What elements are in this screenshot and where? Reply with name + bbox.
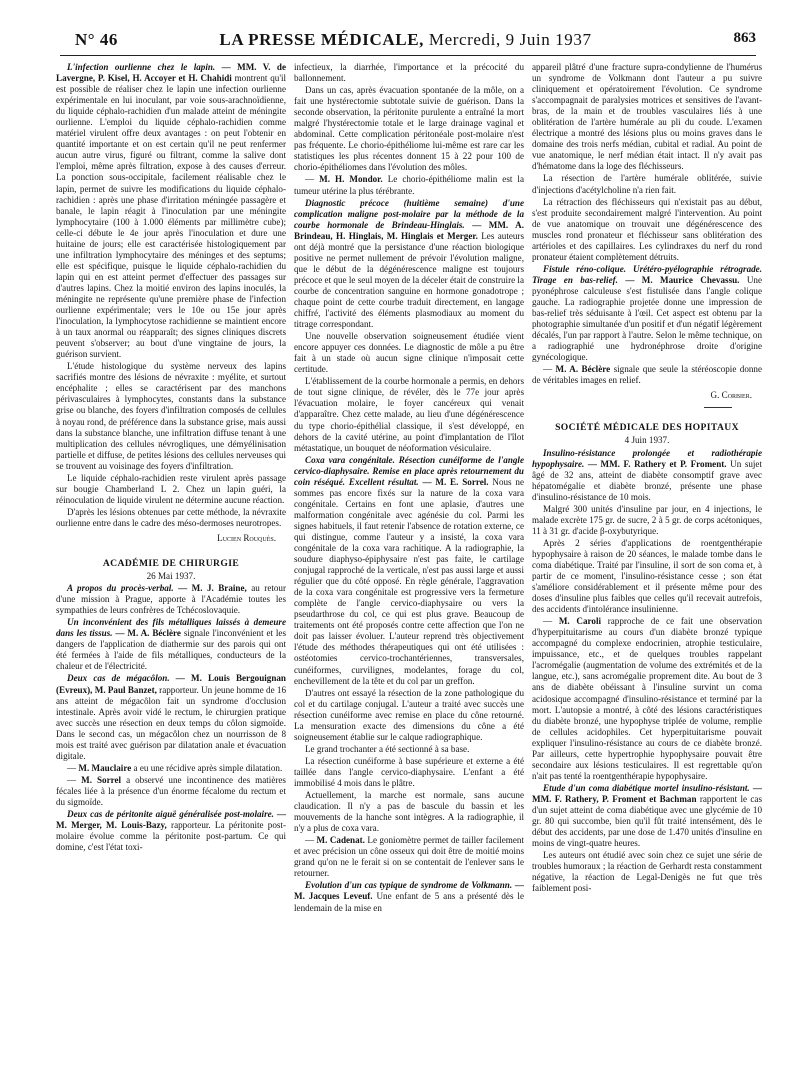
authors: — M. A. Béclère (112, 628, 181, 639)
article-heading: Evolution d'un cas typique de syndrome de Volkmann. (305, 880, 513, 891)
paragraph (56, 583, 286, 616)
paragraph: D'après les lésions obtenues par cette méthode, la névraxite ourlienne entre dans le cadre des méso-dermoses neurotropes. (56, 506, 286, 528)
authors: — M. Maurice Chevassu. (617, 274, 740, 285)
paragraph (294, 455, 524, 687)
body-text: Une enfant de 5 ans a présenté dès le lendemain de la mise en (294, 891, 524, 913)
paragraph (532, 783, 762, 849)
paragraph: — M. H. Mondor. Le chorio-épithéliome malin est la tumeur utérine la plus térébrante. (294, 174, 524, 196)
page-number: 863 (733, 30, 756, 46)
paragraph (56, 809, 286, 853)
paragraph: — M. Cadenat. Le goniomètre permet de tailler facilement et avec précision un cône osseux qui doit être de moitié moins grand qu'on ne le ferait si on se contentait de l'enlever sans le retourner. (294, 835, 524, 879)
body-text: rapproche de ce fait une observation d'hyperpituitarisme au cours d'un diabète bronzé typique accompagné du complexe endocrinien, atrophie testiculaire, impuissance, etc., et de quelques troubles rappelant l'acromégalie (augmentation de volume des extrémités et de la langue, etc.), sans acromégalie proprement dite. Au bout de 3 ans de diabète obéissant à l'insuline survint un coma acidosique accompagné d'insulino-résistance et terminé par la mort. L'autopsie a montré, à côté des lésions caractéristiques du diabète bronzé, une hypophyse triplée de volume, remplie de cellules acidophiles. Cet hyperpituitarisme pouvait expliquer l'insulino-résistance au cours de ce diabète bronzé. Par ailleurs, cette hypertrophie hypophysaire pouvait être secondaire aux lésions testiculaires. Il est regrettable qu'on n'ait pas tenté la roentgenthérapie hypophysaire. (532, 616, 763, 781)
authors: M. Caroli (558, 616, 601, 627)
authors: — M. E. Sorrel. (418, 476, 489, 487)
body-text: Les auteurs ont déjà montré que la persistance d'une réaction biologique positive ne permet nullement de prévoir l'évolution maligne, que le début de la dégénérescence maligne est toujours précoce et que le seul moyen de la déceler était de construire la courbe de concentration sanguine en hormone gonadotrope ; chaque point de cette courbe traduit directement, en langage chiffré, l'activité des éléments plasmodiaux au moment du titrage correspondant. (294, 230, 524, 330)
divider (704, 407, 732, 408)
paragraph: Le grand trochanter a été sectionné à sa base. (305, 743, 470, 754)
authors: — MM. F. Rathery, P. Froment et Bachman (532, 782, 762, 804)
journal-title (55, 30, 756, 50)
body-text: rapporteur. Un jeune homme de 16 ans atteint de mégacôlon fait un syndrome d'occlusion intestinale. Après avoir vidé le rectum, le chirurgien pratique avec succès une résection en deux temps du côlon sigmoïde. Dans le second cas, un mégacôlon chez un nourrisson de 8 mois est traité avec guérison par dilatation anale et évacuation digitale. (56, 684, 286, 761)
running-header (55, 30, 756, 54)
authors: — M. Louis Bergouignan (Evreux), M. Paul Banzet, (56, 673, 286, 695)
article-heading: Deux cas de péritonite aiguë généralisée post-molaire. (67, 809, 274, 820)
body-text: Nous ne sommes pas encore fixés sur la nature de la coxa vara congénitale. Certains en font une aplasie, d'autres une malformation congénitale avec agénésie du col. Parmi les signes habituels, il faut retenir l'absence de rotation externe, ce qui distingue, comme l'auteur y a insisté, la coxa vara congénitale de la coxa vara rachitique. A la radiographie, la soudure diaphyso-épiphysaire n'est pas faite, le cartilage conjugal rapproché de la verticale, n'est pas aussi large et aussi régulier que du côté opposé. En règle générale, l'aggravation de la coxa vara congénitale est progressive vers la fermeture complète de l'angle cervico-diaphysaire ou vers la pseudarthrose du col, ce qui est plus grave. Beaucoup de traitements ont été proposés contre cette affection que l'on ne doit pas laisser évoluer. L'auteur reprend très objectivement l'étude des méthodes thérapeutiques qui ont été utilisées : ostéotomies cervico-trochantériennes, transversales, cunéiformes, curvilignes, modelantes, forage du col, enchevillement de la tête et du col par un greffon. (294, 476, 525, 686)
paragraph: L'étude histologique du système nerveux des lapins sacrifiés montre des lésions de névraxite : myélite, et surtout encéphalite ; elles se caractérisent par des manchons périvasculaires à lymphocytes, constants dans la substance grise ou blanche, des foyers d'infiltration composés de cellules à noyau rond, de préférence dans la substance grise, mais aussi dans la substance blanche, une infiltration diffuse tenant à une multiplication des cellules névrogliques, une démyélinisation partielle et diffuse, de petites lésions des cellules nerveuses qui se trouvent au voisinage des foyers d'infiltration. (56, 361, 286, 471)
paragraph: — M. A. Béclère signale que seule la stéréoscopie donne de véritables images en relief. (532, 364, 762, 386)
session-date: 4 Juin 1937. (624, 435, 670, 446)
body-text: signale l'inconvénient et les dangers de l'application de diathermie sur des parois qui ont été fermées à l'aide de fils métalliques, conducteurs de la chaleur et de l'électricité. (56, 628, 287, 672)
authors: M. H. Mondor. (319, 174, 383, 185)
paragraph: Malgré 300 unités d'insuline par jour, en 4 injections, le malade excrète 175 gr. de sucre, 2 à 5 gr. de corps acétoniques, 11 à 31 gr. d'acide β-oxybutyrique. (532, 503, 762, 536)
paragraph (56, 673, 286, 761)
paragraph: — M. Mauclaire a eu une récidive après simple dilatation. (67, 762, 283, 773)
session-date: 26 Mai 1937. (146, 571, 196, 582)
authors: — MM. F. Rathery et P. Froment. (584, 458, 727, 469)
article-heading: Diagnostic précoce (huitième semaine) d'une complication maligne post-molaire par la méthode de la courbe hormonale de Brindeau-Hinglais. (294, 197, 524, 230)
body-text: rapporteur. La péritonite post-molaire évolue comme la péritonite post-partum. Ce qui domine, c'est l'état toxi- (56, 820, 286, 853)
paragraph: L'établissement de la courbe hormonale a permis, en dehors de tout signe clinique, de révéler, dès le 77e jour après l'évacuation molaire, le foyer cancéreux qui venait d'apparaître. Chez cette malade, au lieu d'une dégénérescence du type chorio-épithélial classique, il s'est développé, en dehors de la cavité utérine, au point d'implantation de l'îlot métastatique, un bouquet de néoformation vésiculaire. (294, 376, 524, 453)
paragraph: infectieux, la diarrhée, l'importance et la précocité du ballonnement. (294, 62, 524, 84)
paragraph (56, 617, 286, 672)
article-heading: Coxa vara congénitale. Résection cunéiforme de l'angle cervico-diaphysaire. Remise en place après retournement du coin réséqué. Excellent résultat. (294, 454, 524, 487)
signature: Lucien Rouquès. (217, 532, 276, 543)
paragraph (532, 264, 762, 363)
body-text: Un sujet âgé de 32 ans, atteint de diabète consomptif grave avec hépatomégalie et diabète bronzé, présente une phase d'insulino-résistance de 10 mois. (532, 458, 762, 502)
issue-number: N° 46 (75, 30, 118, 49)
column-left (56, 62, 286, 854)
authors: M. Sorrel (81, 774, 122, 785)
article-heading: Insulino-résistance prolongée et radiothérapie hypophysaire. (532, 447, 762, 469)
issue-date: Mercredi, 9 Juin 1937 (424, 30, 592, 49)
paragraph: Les auteurs ont étudié avec soin chez ce sujet une série de troubles humoraux ; la réaction de Gerhardt resta constamment négative, la réaction de Legal-Denigès ne fut que très faiblement posi- (532, 850, 762, 894)
paragraph (294, 198, 524, 331)
body-text: signale que seule la stéréoscopie donne de véritables images en relief. (532, 364, 762, 386)
authors: M. A. Béclère (555, 364, 611, 375)
paragraph: — M. Caroli rapproche de ce fait une observation d'hyperpituitarisme au cours d'un diabète bronzé typique accompagné du complexe endocrinien, atrophie testiculaire, impuissance, etc., et de quelques troubles rappelant l'acromégalie (augmentation de volume des extrémités et de la langue, etc.), sans acromégalie proprement dite. Au bout de 3 ans de diabète obéissant à l'insuline survint un coma acidosique accompagné d'insulino-résistance et terminé par la mort. L'autopsie a montré, à côté des lésions caractéristiques du diabète bronzé, une hypophyse triplée de volume, remplie de cellules acidophiles. Cet hyperpituitarisme pouvait expliquer l'insulino-résistance au cours de ce diabète bronzé. Par ailleurs, cette hypertrophie hypophysaire pouvait être secondaire aux lésions testiculaires. Il est regrettable qu'on n'ait pas tenté la roentgenthérapie hypophysaire. (532, 616, 763, 781)
article-heading: Etude d'un coma diabétique mortel insulino-résistant. (543, 782, 750, 793)
article-heading: Deux cas de mégacôlon. (67, 673, 170, 684)
header-rule (60, 55, 756, 56)
section-title-academie: ACADÉMIE DE CHIRURGIE (102, 558, 240, 570)
body-text: Le goniomètre permet de tailler facilement et avec précision un cône osseux qui doit être de moitié moins grand qu'on ne le ferait si on se contentait de l'enlever sans le retourner. (294, 835, 524, 879)
authors: — M. J. Braine, (173, 583, 247, 594)
body-text: montrent qu'il est possible de réaliser chez le lapin une infection ourlienne expérimentale en lui inoculant, par voie sous-arachnoïdienne, du liquide céphalo-rachidien d'un malade atteint de méningite ourlienne. L'emploi du liquide céphalo-rachidien comme matériel virulent offre deux avantages : on peut l'obtenir en quantité importante et on est certain qu'il ne peut renfermer aucun autre virus, figuré ou filtrant, comme la salive dont l'emploi, même après filtration, expose à des causes d'erreur. La ponction sous-occipitale, facilement réalisable chez le lapin, permet de suivre les modifications du liquide céphalo-rachidien : après une phase d'irritation méningée passagère et banale, le lapin réagit à l'inoculation par une méningite lymphocytaire (100 à 1.000 éléments par millimètre cube); celle-ci débute le 4e jour après l'inoculation et dure une huitaine de jours; elle est caractérisée histologiquement par une infiltration lymphocytaire des méninges et des septums; elle est spécifique, puisque le liquide céphalo-rachidien du lapin qui en est atteint permet d'effectuer des passages sur d'autres lapins. Chez la moitié environ des lapins inoculés, la méningite ne représente qu'une première phase de l'infection ourlienne expérimentale; vers le 10e ou 15e jour après l'inoculation, la lymphocytose rachidienne se maintient encore à un taux anormal ou réapparaît; des signes cliniques discrets peuvent s'observer; au bout d'une vingtaine de jours, la guérison survient. (56, 73, 287, 360)
paragraph: appareil plâtré d'une fracture supra-condylienne de l'humérus un syndrome de Volkmann dont l'auteur a pu suivre cliniquement et opératoirement l'évolution. Ce syndrome s'accompagnait de paralysies motrices et sensitives de l'avant-bras, de la main et de troubles vasculaires liés à une oblitération de l'artère humérale au pli du coude. L'examen électrique a montré des lésions plus ou moins graves dans le domaine des trois nerfs médian, cubital et radial. Au point de vue anatomique, le nerf médian était intact. Il n'y avait pas d'hématome dans la loge des fléchisseurs. (532, 62, 762, 172)
authors: — MM. A. Brindeau, H. Hinglais, M. Hinglais et Merger. (294, 219, 524, 241)
paragraph (532, 448, 762, 503)
body-text: Le chorio-épithéliome malin est la tumeur utérine la plus térébrante. (294, 174, 524, 196)
column-middle (294, 62, 524, 915)
paragraph: Après 2 séries d'applications de roentgenthérapie hypophysaire à raison de 20 séances, le malade tombe dans le coma diabétique. Traité par l'insuline, il sort de son coma et, à partir de ce moment, l'insulino-résistance cesse ; son état s'améliore considérablement et il présente même pour des doses d'insuline plus faibles que celles qu'il recevait autrefois, des accidents d'intolérance insulinienne. (532, 537, 762, 615)
paragraph: D'autres ont essayé la résection de la zone pathologique du col et du cartilage conjugal. L'auteur a traité avec succès une résection cunéiforme avec remise en place du cône retourné. La mensuration exacte des dimensions du cône a été soigneusement établie sur le calque radiographique. (294, 687, 524, 742)
body-text: au retour d'une mission à Prague, apporte à l'Académie toutes les sympathies de leurs confrères de Tchécoslovaquie. (56, 583, 287, 616)
article-heading: A propos du procès-verbal. (67, 583, 174, 594)
authors: — M. Jacques Leveuf. (294, 880, 524, 902)
signature: G. Corbier. (710, 390, 752, 401)
article-heading: Un inconvénient des fils métalliques laissés à demeure dans les tissus. (56, 617, 286, 639)
body-text: Une pyonéphrose calculeuse s'est fistulisée dans l'angle colique gauche. La radiographie projetée donne une impression de bas-relief très séduisante à l'œil. Cet aspect est obtenu par la photographie simultanée d'un positif et d'un négatif légèrement décalés, l'un par rapport à l'autre. Selon le même technique, on a radiographié une hydronéphrose droite d'origine gynécologique. (532, 274, 762, 363)
authors: M. Cadenat. (316, 835, 365, 846)
authors: M. Mauclaire (78, 762, 132, 773)
paragraph: Dans un cas, après évacuation spontanée de la môle, on a fait une hystérectomie subtotale suivie de guérison. Dans la seconde observation, la péritonite purulente a entraîné la mort malgré l'hystérectomie totale et le large drainage vaginal et abdominal. Cette complication péritonéale post-molaire n'est pas fréquente. Le chorio-épithéliome lui-même est rare car les statistiques les plus récentes donnent 15 à 22 pour 100 de chorio-épithéliomes dans l'évolution des môles. (294, 85, 524, 173)
body-text: rapportent le cas d'un sujet atteint de coma diabétique avec une glycémie de 10 gr. 80 qui succombe, bien qu'il fût traité intensément, dès le début des accidents, par une dose de 1.470 unités d'insuline en moins de vingt-quatre heures. (532, 793, 762, 849)
paragraph: Le liquide céphalo-rachidien reste virulent après passage sur bougie Chamberland L 2. Chez un lapin guéri, la réinoculation de liquide virulent ne détermine aucune réaction. (56, 472, 286, 505)
section-title-societe: SOCIÉTÉ MÉDICALE DES HOPITAUX (555, 422, 739, 434)
paragraph: — M. Sorrel a observé une incontinence des matières fécales liée à la présence d'un énorme fécalome du rectum et du sigmoïde. (56, 774, 286, 807)
paragraph: La résection cunéiforme à base supérieure et externe a été taillée dans l'angle cervico-diaphysaire. L'enfant a été immobilisé 4 mois dans le plâtre. (294, 755, 524, 788)
column-right (532, 62, 762, 895)
authors: — MM. V. de Lavergne, P. Kisel, H. Accoyer et H. Chahidi (56, 62, 286, 84)
paragraph (294, 880, 524, 913)
article-heading: Fistule réno-colique. Urétéro-pyélographie rétrograde. Tirage en bas-relief. (532, 263, 762, 285)
paragraph: Actuellement, la marche est normale, sans aucune claudication. Il n'y a pas de bascule du bassin et les mouvements de la hanche sont intègres. A la radiographie, il n'y a plus de coxa vara. (294, 790, 524, 834)
body-text: a observé une incontinence des matières fécales liée à la présence d'un énorme fécalome du rectum et du sigmoïde. (56, 774, 286, 807)
journal-name: LA PRESSE MÉDICALE, (219, 30, 424, 49)
paragraph: Une nouvelle observation soigneusement étudiée vient encore appuyer ces données. Le diagnostic de môle a pu être fait à un stade où aucun signe clinique n'imposait cette certitude. (294, 331, 524, 375)
authors: — M. Merger, M. Louis-Bazy, (56, 809, 286, 831)
paragraph: La rétraction des fléchisseurs qui n'existait pas au début, s'est produite secondairement malgré l'intervention. Au point de vue anatomique on trouvait une dégénérescence des muscles rond pronateur et fléchisseur sans oblitération des artérioles et des capillaires. Les cylindraxes du nerf du rond pronateur étaient complètement détruits. (532, 196, 762, 262)
article-heading: L'infection ourlienne chez le lapin. (67, 62, 216, 72)
body-text: a eu une récidive après simple dilatation. (131, 762, 283, 773)
paragraph (56, 62, 286, 360)
paragraph: La résection de l'artère humérale oblitérée, suivie d'injections d'acétylcholine n'a rien fait. (532, 173, 762, 195)
